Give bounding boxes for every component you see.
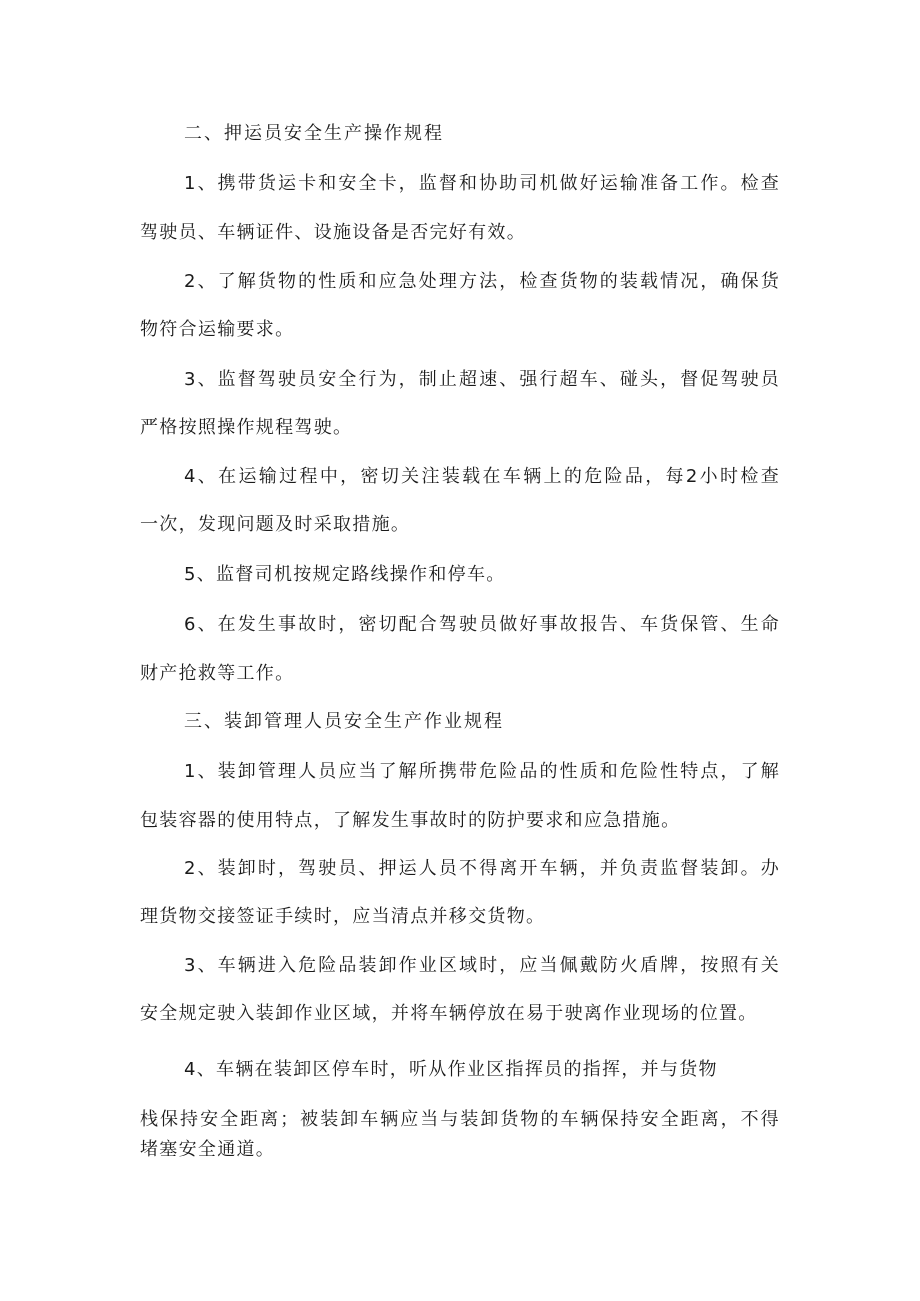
section-3-item-4-line-1: 4、车辆在装卸区停车时，听从作业区指挥员的指挥，并与货物 [184, 1059, 718, 1080]
section-2-item-2-line-1: 2、了解货物的性质和应急处理方法，检查货物的装载情况，确保货 [184, 271, 780, 292]
section-2-heading: 二、押运员安全生产操作规程 [184, 123, 444, 144]
section-2-item-2-line-2: 物符合运输要求。 [140, 319, 295, 340]
section-3-item-2-line-1: 2、装卸时，驾驶员、押运人员不得离开车辆，并负责监督装卸。办 [184, 858, 780, 879]
section-2-item-5-line-1: 5、监督司机按规定路线操作和停车。 [184, 564, 506, 585]
section-3-item-1-line-1: 1、装卸管理人员应当了解所携带危险品的性质和危险性特点，了解 [184, 761, 780, 782]
section-2-item-6-line-1: 6、在发生事故时，密切配合驾驶员做好事故报告、车货保管、生命 [184, 614, 780, 635]
section-3-item-2-line-2: 理货物交接签证手续时，应当清点并移交货物。 [140, 906, 546, 927]
section-3-item-4-line-3: 堵塞安全通道。 [140, 1139, 276, 1160]
section-3-item-4-line-2: 栈保持安全距离；被装卸车辆应当与装卸货物的车辆保持安全距离，不得 [140, 1109, 780, 1130]
section-2-item-3-line-1: 3、监督驾驶员安全行为，制止超速、强行超车、碰头，督促驾驶员 [184, 369, 780, 390]
section-2-item-1-line-1: 1、携带货运卡和安全卡，监督和协助司机做好运输准备工作。检查 [184, 173, 780, 194]
section-3-item-1-line-2: 包装容器的使用特点，了解发生事故时的防护要求和应急措施。 [140, 810, 681, 831]
section-2-item-6-line-2: 财产抢救等工作。 [140, 663, 295, 684]
section-2-item-3-line-2: 严格按照操作规程驾驶。 [140, 417, 353, 438]
section-2-item-4-line-1: 4、在运输过程中，密切关注装载在车辆上的危险品，每2小时检查 [184, 466, 780, 487]
section-2-item-4-line-2: 一次，发现问题及时采取措施。 [140, 514, 411, 535]
section-3-item-3-line-2: 安全规定驶入装卸作业区域，并将车辆停放在易于驶离作业现场的位置。 [140, 1003, 758, 1024]
section-3-item-3-line-1: 3、车辆进入危险品装卸作业区域时，应当佩戴防火盾牌，按照有关 [184, 955, 780, 976]
section-2-item-1-line-2: 驾驶员、车辆证件、设施设备是否完好有效。 [140, 222, 526, 243]
section-3-heading: 三、装卸管理人员安全生产作业规程 [184, 711, 504, 732]
